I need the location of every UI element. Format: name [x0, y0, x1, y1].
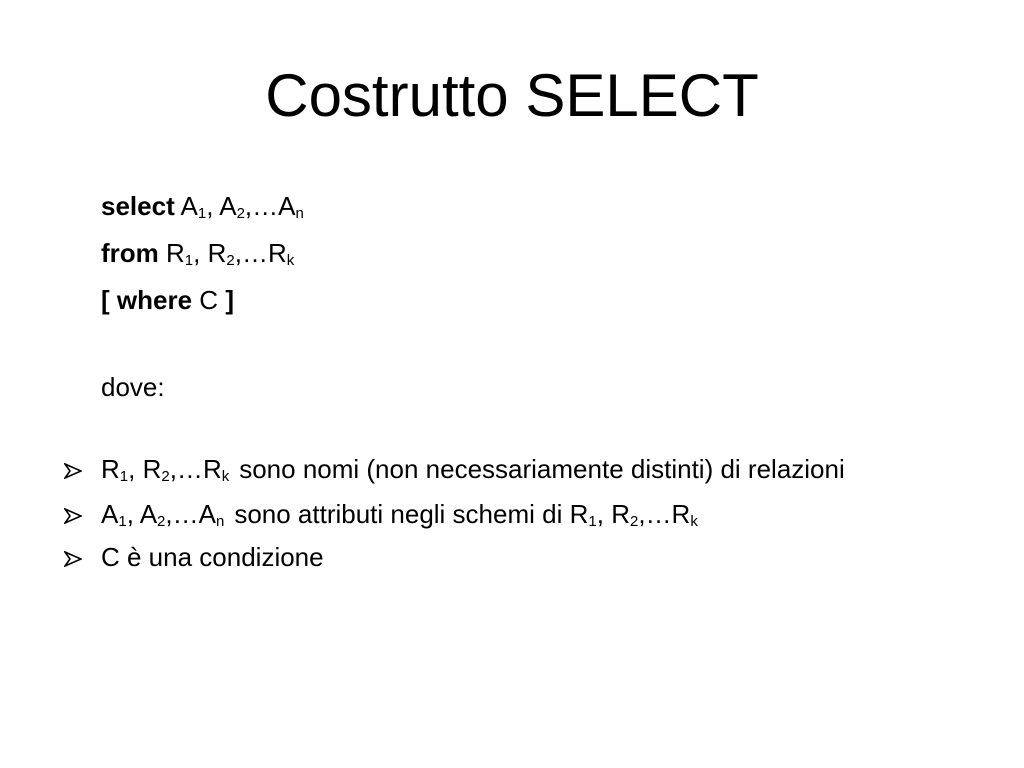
from-relation: $R_1$, — [166, 238, 208, 269]
dove-label: dove: — [101, 372, 165, 402]
from-line — [101, 230, 304, 277]
select-line — [101, 183, 304, 230]
from-relation: $R_2,\dots$ — [207, 238, 268, 269]
where-condition: C — [199, 285, 219, 315]
slide-title: Costrutto SELECT — [265, 62, 759, 129]
attribute-list: $A_1$, $A_2,\dots A_n$ — [101, 499, 225, 530]
arrow-bullet-icon — [64, 551, 82, 567]
select-keyword: select — [101, 191, 175, 221]
bullet-text: C è una condizione — [101, 542, 324, 572]
bullet-text: sono attributi negli schemi di — [234, 499, 563, 529]
where-close-bracket: ] — [225, 285, 234, 315]
sql-syntax-block — [101, 183, 304, 324]
from-keyword: from — [101, 238, 159, 268]
select-attribute: $A_n$ — [278, 191, 304, 222]
where-keyword: where — [116, 285, 193, 315]
from-relation: $R_k$ — [267, 238, 295, 269]
select-attribute: $A_2,\dots$ — [219, 191, 279, 222]
arrow-bullet-icon — [64, 463, 82, 479]
relation-list: $R_1$, $R_2,\dots R_k$ — [569, 499, 698, 530]
list-item — [64, 498, 964, 531]
list-item — [64, 453, 964, 486]
list-item — [64, 541, 964, 574]
arrow-bullet-icon — [64, 508, 82, 524]
bullet-text: sono nomi (non necessariamente distinti) di relazioni — [239, 454, 845, 484]
relation-list: $R_1$, $R_2,\dots R_k$ — [101, 454, 230, 485]
select-attribute: $A_1$, — [180, 191, 220, 222]
definition-list — [64, 453, 964, 586]
where-open-bracket: [ — [101, 285, 110, 315]
where-line — [101, 277, 304, 324]
